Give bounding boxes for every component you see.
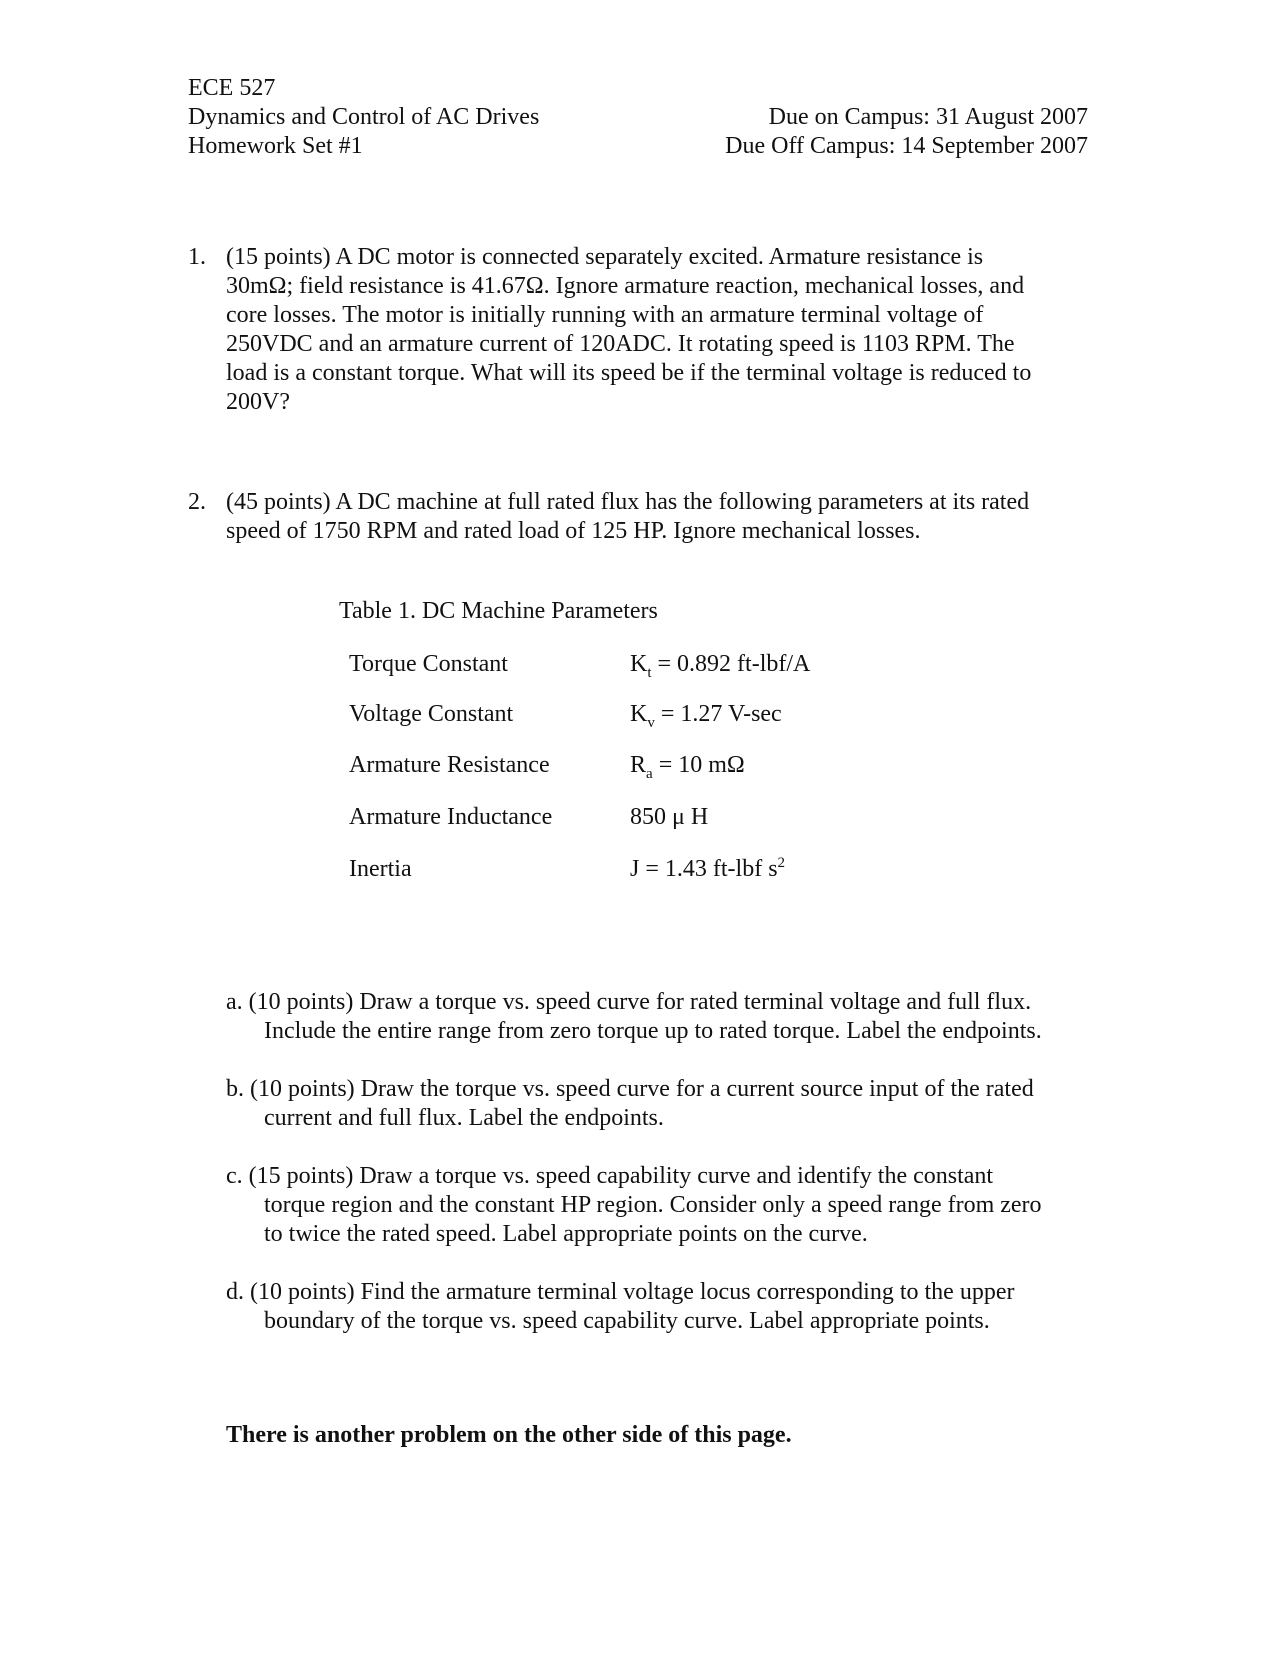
part-d bbox=[226, 1278, 1086, 1336]
part-a-line: Include the entire range from zero torque up to rated torque. Label the endpoints. bbox=[264, 1018, 1042, 1044]
part-b-first-line: b. (10 points) Draw the torque vs. speed curve for a current source input of the rated bbox=[226, 1076, 1034, 1102]
param-name-armature-resistance: Armature Resistance bbox=[349, 752, 550, 778]
param-name-inertia: Inertia bbox=[349, 856, 412, 882]
part-c-line: torque region and the constant HP region. Consider only a speed range from zero bbox=[264, 1192, 1042, 1218]
param-name-armature-inductance: Armature Inductance bbox=[349, 804, 553, 830]
part-b bbox=[226, 1075, 1086, 1133]
problem-1-line: 200V? bbox=[226, 389, 290, 415]
param-name-voltage-constant: Voltage Constant bbox=[349, 701, 514, 727]
part-c-line: to twice the rated speed. Label appropriate points on the curve. bbox=[264, 1221, 868, 1247]
param-value: = 0.892 ft-lbf/A bbox=[651, 651, 811, 677]
due-off-campus: Due Off Campus: 14 September 2007 bbox=[725, 133, 1088, 159]
course-title: Dynamics and Control of AC Drives bbox=[188, 104, 540, 130]
problem-2-line: speed of 1750 RPM and rated load of 125 HP. Ignore mechanical losses. bbox=[226, 518, 921, 544]
param-value-torque-constant bbox=[630, 650, 810, 679]
other-side-note: There is another problem on the other side of this page. bbox=[226, 1422, 792, 1448]
part-c bbox=[226, 1162, 1086, 1249]
param-subscript: t bbox=[647, 664, 652, 681]
param-value-armature-resistance bbox=[630, 751, 745, 780]
param-value: = 10 mΩ bbox=[652, 752, 745, 778]
param-subscript: v bbox=[647, 714, 655, 731]
param-symbol: J = 1.43 ft-lbf s bbox=[630, 856, 778, 882]
part-a-first-line: a. (10 points) Draw a torque vs. speed curve for rated terminal voltage and full flux. bbox=[226, 989, 1032, 1015]
part-d-line: boundary of the torque vs. speed capability curve. Label appropriate points. bbox=[264, 1308, 990, 1334]
param-value-inertia bbox=[630, 855, 785, 884]
param-symbol: 850 μ H bbox=[630, 804, 709, 830]
part-b-line: current and full flux. Label the endpoints. bbox=[264, 1105, 664, 1131]
problem-1-line: 250VDC and an armature current of 120ADC. It rotating speed is 1103 RPM. The bbox=[226, 331, 1015, 357]
param-superscript: 2 bbox=[777, 855, 786, 871]
part-d-first-line: d. (10 points) Find the armature terminal voltage locus corresponding to the upper bbox=[226, 1279, 1015, 1305]
course-number: ECE 527 bbox=[188, 75, 276, 101]
homework-label: Homework Set #1 bbox=[188, 133, 363, 159]
problem-1-line: (15 points) A DC motor is connected separately excited. Armature resistance is bbox=[226, 244, 984, 270]
problem-2-line: (45 points) A DC machine at full rated flux has the following parameters at its rated bbox=[226, 489, 1030, 515]
problem-1-number: 1. bbox=[188, 244, 206, 270]
param-value: = 1.27 V-sec bbox=[654, 701, 782, 727]
param-value-armature-inductance bbox=[630, 803, 708, 832]
param-symbol: K bbox=[630, 651, 648, 677]
problem-1-line: 30mΩ; field resistance is 41.67Ω. Ignore armature reaction, mechanical losses, and bbox=[226, 273, 1025, 299]
due-on-campus: Due on Campus: 31 August 2007 bbox=[768, 104, 1088, 130]
part-c-first-line: c. (15 points) Draw a torque vs. speed capability curve and identify the constant bbox=[226, 1163, 994, 1189]
part-a bbox=[226, 988, 1086, 1046]
problem-1-line: load is a constant torque. What will its speed be if the terminal voltage is reduced to bbox=[226, 360, 1032, 386]
table-caption: Table 1. DC Machine Parameters bbox=[339, 598, 658, 624]
param-subscript: a bbox=[646, 765, 653, 782]
problem-1-line: core losses. The motor is initially running with an armature terminal voltage of bbox=[226, 302, 984, 328]
problem-2-number: 2. bbox=[188, 489, 206, 515]
param-value-voltage-constant bbox=[630, 700, 782, 729]
param-name-torque-constant: Torque Constant bbox=[349, 651, 508, 677]
param-symbol: K bbox=[630, 701, 648, 727]
param-symbol: R bbox=[630, 752, 647, 778]
